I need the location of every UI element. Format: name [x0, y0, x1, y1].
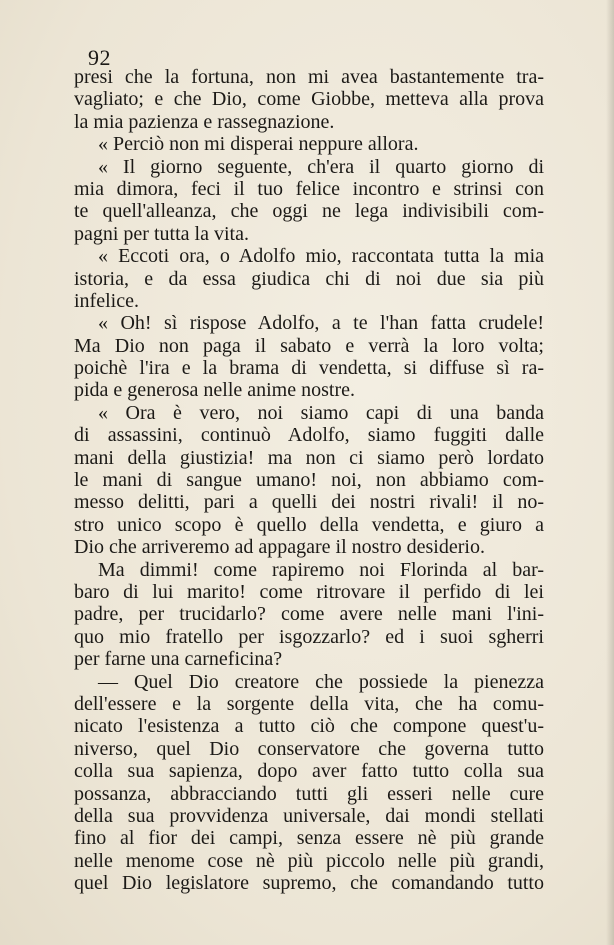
text-line: dell'essere e la sorgente della vita, che ha comu-	[74, 692, 544, 715]
text-line: pida e generosa nelle anime nostre.	[74, 379, 355, 402]
text-line: stro unico scopo è quello della vendetta, e giuro a	[74, 513, 544, 536]
text-line: vagliato; e che Dio, come Giobbe, metteva alla prova	[74, 88, 544, 111]
text-line: « Eccoti ora, o Adolfo mio, raccontata tutta la mia	[98, 245, 544, 268]
text-line: Dio che arriveremo ad appagare il nostro desiderio.	[74, 536, 485, 559]
text-line: infelice.	[74, 289, 139, 312]
text-line: baro di lui marito! come ritrovare il perfido di lei	[74, 580, 544, 603]
text-line: poichè l'ira e la brama di vendetta, si diffuse sì ra-	[74, 357, 544, 380]
text-line: la mia pazienza e rassegnazione.	[74, 110, 335, 133]
text-line: presi che la fortuna, non mi avea bastantemente tra-	[74, 66, 544, 88]
text-line: Ma Dio non paga il sabato e verrà la loro volta;	[74, 334, 544, 357]
text-line: istoria, e da essa giudica chi di noi due sia più	[74, 267, 544, 290]
text-line: mia dimora, feci il tuo felice incontro e strinsi con	[74, 177, 544, 200]
text-line: pagni per tutta la vita.	[74, 222, 249, 245]
text-line: le mani di sangue umano! noi, non abbiamo com-	[74, 469, 544, 492]
text-line: nelle menome cose nè più piccolo nelle più grandi,	[74, 849, 544, 872]
text-line: « Oh! sì rispose Adolfo, a te l'han fatta crudele!	[98, 312, 544, 335]
text-line: per farne una carneficina?	[74, 648, 283, 671]
text-line: di assassini, continuò Adolfo, siamo fuggiti dalle	[74, 424, 544, 447]
text-line: « Il giorno seguente, ch'era il quarto giorno di	[98, 155, 544, 178]
text-line: « Perciò non mi disperai neppure allora.	[98, 133, 419, 156]
text-line: Ma dimmi! come rapiremo noi Florinda al bar-	[98, 558, 544, 581]
text-line: messo delitti, pari a quelli dei nostri rivali! il no-	[74, 491, 544, 514]
text-line: possanza, abbracciando tutti gli esseri nelle cure	[74, 782, 544, 805]
text-line: quo mio fratello per isgozzarlo? ed i suoi sgherri	[74, 625, 544, 648]
body-text	[74, 66, 544, 894]
text-line: nicato l'esistenza a tutto ciò che compone quest'u-	[74, 715, 544, 738]
page-number: 92	[88, 45, 111, 70]
text-line: — Quel Dio creatore che possiede la pienezza	[98, 670, 544, 693]
text-line: della sua provvidenza universale, dai mondi stellati	[74, 804, 544, 827]
text-line: niverso, quel Dio conservatore che governa tutto	[74, 737, 544, 760]
text-line: fino al fior dei campi, senza essere nè più grande	[74, 827, 544, 850]
text-line: te quell'alleanza, che oggi ne lega indivisibili com-	[74, 200, 544, 223]
text-line: « Ora è vero, noi siamo capi di una banda	[98, 401, 544, 424]
text-line: mani della giustizia! ma non ci siamo però lordato	[74, 446, 544, 469]
text-line: padre, per trucidarlo? come avere nelle mani l'ini-	[74, 603, 544, 626]
page-edge-shadow	[606, 0, 614, 945]
text-line: quel Dio legislatore supremo, che comandando tutto	[74, 872, 544, 895]
text-line: colla sua sapienza, dopo aver fatto tutto colla sua	[74, 760, 544, 783]
